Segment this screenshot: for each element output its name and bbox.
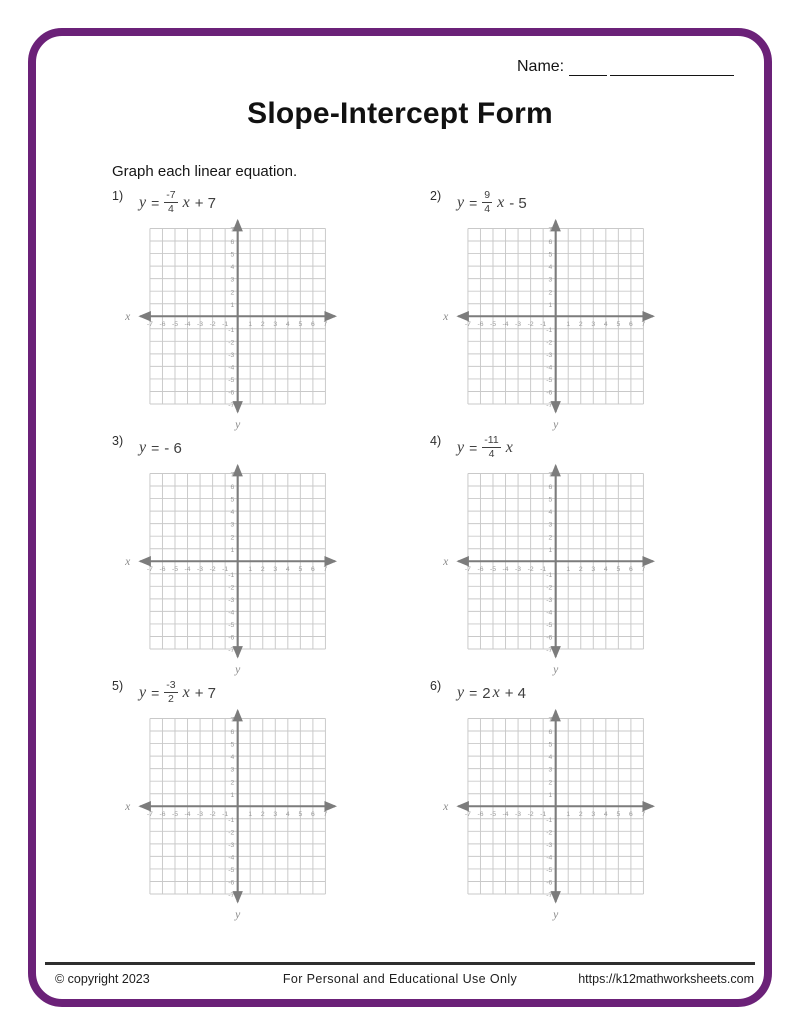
y-tick-label: 4 — [548, 264, 553, 272]
y-tick-label: 5 — [230, 741, 235, 749]
x-tick-label: -3 — [197, 810, 204, 818]
equation — [457, 190, 527, 215]
x-tick-label: -7 — [464, 320, 471, 328]
equals-sign: = — [151, 195, 160, 211]
y-tick-label: -7 — [546, 647, 553, 655]
x-tick-label: -5 — [171, 565, 179, 573]
x-tick-label: -7 — [146, 565, 153, 573]
y-tick-label: 7 — [548, 471, 553, 479]
fraction-numerator: -11 — [484, 434, 499, 447]
y-tick-label: 6 — [230, 729, 235, 737]
equation-row — [112, 436, 430, 460]
y-tick-label: -7 — [228, 892, 235, 900]
x-tick-label: 7 — [323, 565, 328, 573]
y-tick-label: 4 — [230, 264, 235, 272]
equals-sign: = — [469, 685, 478, 701]
x-tick-label: -2 — [209, 810, 216, 818]
y-tick-label: -6 — [546, 879, 553, 887]
equation-lhs: y — [139, 684, 147, 701]
equation-lhs: y — [139, 439, 147, 456]
coordinate-grid — [437, 705, 657, 921]
slope-fraction — [164, 679, 177, 704]
y-tick-label: -1 — [228, 571, 235, 579]
y-tick-label: -7 — [546, 402, 553, 410]
y-tick-label: -4 — [228, 854, 235, 862]
x-tick-label: 2 — [260, 810, 265, 818]
y-tick-label: 7 — [548, 226, 553, 234]
x-tick-label: 7 — [641, 810, 646, 818]
y-axis-label: y — [235, 908, 241, 921]
x-axis-label: x — [125, 310, 131, 324]
equation-constant: - 5 — [509, 194, 527, 212]
y-tick-label: 6 — [548, 239, 553, 247]
equation-variable: x — [497, 194, 505, 211]
problem-number: 1) — [112, 189, 124, 203]
fraction-denominator: 4 — [488, 447, 495, 460]
x-tick-label: -6 — [477, 810, 484, 818]
y-tick-label: 4 — [548, 754, 553, 762]
x-tick-label: 1 — [248, 320, 253, 328]
x-tick-label: -3 — [515, 320, 522, 328]
x-tick-label: -7 — [146, 810, 153, 818]
y-tick-label: 5 — [230, 496, 235, 504]
x-tick-label: 5 — [616, 810, 621, 818]
coordinate-grid — [437, 215, 657, 431]
y-tick-label: -5 — [228, 867, 235, 875]
coordinate-grid — [119, 460, 339, 676]
equals-sign: = — [469, 440, 478, 456]
x-tick-label: -3 — [197, 565, 204, 573]
y-tick-label: -5 — [546, 622, 553, 630]
equation-lhs: y — [139, 194, 147, 211]
problem — [430, 191, 748, 436]
y-tick-label: 5 — [548, 251, 553, 259]
problem-number: 5) — [112, 679, 124, 693]
y-tick-label: -3 — [228, 351, 235, 359]
equation-lhs: y — [457, 684, 465, 701]
y-tick-label: -4 — [546, 854, 553, 862]
x-tick-label: -7 — [464, 810, 471, 818]
problem — [430, 681, 748, 926]
x-tick-label: -1 — [540, 320, 547, 328]
equation-row — [112, 681, 430, 705]
x-tick-label: -5 — [489, 320, 497, 328]
y-tick-label: -2 — [228, 584, 235, 592]
y-tick-label: -1 — [546, 816, 553, 824]
y-tick-label: -2 — [228, 339, 235, 347]
name-label: Name: — [517, 58, 565, 75]
x-tick-label: 4 — [285, 565, 290, 573]
coordinate-grid — [119, 215, 339, 431]
slope-fraction — [482, 189, 492, 214]
x-tick-label: -1 — [222, 810, 229, 818]
problem — [112, 681, 430, 926]
problem-number: 2) — [430, 189, 442, 203]
equation-constant: + 7 — [194, 684, 217, 702]
x-tick-label: -4 — [502, 810, 509, 818]
y-axis-label: y — [235, 663, 241, 676]
y-tick-label: 6 — [230, 484, 235, 492]
x-tick-label: 5 — [616, 565, 621, 573]
x-tick-label: 7 — [641, 320, 646, 328]
footer-copyright: © copyright 2023 — [55, 972, 150, 986]
x-tick-label: -6 — [477, 320, 484, 328]
footer-url[interactable]: https://k12mathworksheets.com — [578, 972, 754, 986]
equation-variable: x — [182, 194, 190, 211]
y-tick-label: 3 — [230, 276, 235, 284]
y-tick-label: -4 — [228, 364, 235, 372]
name-blank-line — [610, 60, 734, 76]
x-tick-label: 7 — [641, 565, 646, 573]
equals-sign: = — [469, 195, 478, 211]
y-tick-label: 1 — [548, 546, 553, 554]
fraction-numerator: -7 — [166, 189, 176, 202]
y-tick-label: -1 — [228, 816, 235, 824]
x-tick-label: -4 — [184, 810, 191, 818]
x-tick-label: -7 — [464, 565, 471, 573]
equation-lhs: y — [457, 194, 465, 211]
y-tick-label: -1 — [228, 326, 235, 334]
y-tick-label: 1 — [230, 546, 235, 554]
problem — [112, 191, 430, 436]
x-tick-label: 1 — [566, 565, 571, 573]
x-tick-label: 6 — [311, 565, 315, 573]
footer-usage: For Personal and Educational Use Only — [282, 972, 518, 986]
x-tick-label: -3 — [515, 810, 522, 818]
y-axis-label: y — [235, 418, 241, 431]
equation-row — [430, 436, 748, 460]
y-tick-label: -1 — [546, 326, 553, 334]
x-tick-label: -6 — [159, 320, 166, 328]
y-tick-label: 2 — [548, 779, 553, 787]
x-tick-label: 4 — [285, 810, 290, 818]
y-axis-label: y — [553, 418, 559, 431]
y-tick-label: 2 — [548, 534, 553, 542]
y-tick-label: -3 — [546, 596, 553, 604]
x-tick-label: -4 — [184, 565, 191, 573]
y-tick-label: 1 — [230, 791, 235, 799]
y-tick-label: -3 — [546, 351, 553, 359]
fraction-numerator: -3 — [166, 679, 176, 692]
y-tick-label: -3 — [228, 841, 235, 849]
y-tick-label: -6 — [546, 634, 553, 642]
equals-sign: = — [151, 440, 160, 456]
y-tick-label: 3 — [548, 521, 553, 529]
y-tick-label: -7 — [228, 402, 235, 410]
problems-grid — [112, 191, 748, 926]
y-tick-label: 5 — [548, 496, 553, 504]
x-tick-label: 1 — [566, 810, 571, 818]
fraction-denominator: 4 — [168, 202, 174, 215]
y-tick-label: -6 — [228, 389, 235, 397]
y-tick-label: 4 — [230, 509, 235, 517]
y-tick-label: 3 — [548, 276, 553, 284]
x-tick-label: -6 — [159, 810, 166, 818]
x-tick-label: -4 — [502, 565, 509, 573]
y-tick-label: 7 — [230, 226, 235, 234]
equation — [139, 190, 216, 215]
fraction-denominator: 2 — [168, 692, 174, 705]
y-tick-label: -6 — [546, 389, 553, 397]
y-tick-label: 6 — [230, 239, 235, 247]
page-title: Slope-Intercept Form — [247, 97, 553, 130]
x-tick-label: 2 — [578, 565, 583, 573]
x-tick-label: 6 — [311, 810, 315, 818]
y-tick-label: -6 — [228, 634, 235, 642]
y-tick-label: -3 — [228, 596, 235, 604]
x-tick-label: 3 — [591, 565, 596, 573]
x-tick-label: -2 — [209, 565, 216, 573]
y-tick-label: 4 — [548, 509, 553, 517]
y-axis-label: y — [553, 908, 559, 921]
x-tick-label: -3 — [197, 320, 204, 328]
y-axis-label: y — [553, 663, 559, 676]
equation-variable: x — [182, 684, 190, 701]
y-tick-label: -5 — [546, 377, 553, 385]
x-tick-label: 5 — [298, 320, 303, 328]
y-tick-label: 5 — [230, 251, 235, 259]
x-tick-label: 7 — [323, 810, 328, 818]
y-tick-label: 1 — [548, 791, 553, 799]
y-tick-label: 5 — [548, 741, 553, 749]
y-tick-label: -2 — [546, 829, 553, 837]
x-tick-label: 3 — [273, 565, 278, 573]
y-tick-label: -6 — [228, 879, 235, 887]
slope-fraction — [164, 189, 177, 214]
x-tick-label: -2 — [527, 565, 534, 573]
equals-sign: = — [151, 685, 160, 701]
slope-coefficient: 2 — [482, 684, 491, 702]
equation-constant: - 6 — [164, 439, 182, 457]
x-tick-label: 2 — [578, 320, 583, 328]
x-tick-label: 4 — [603, 565, 608, 573]
x-tick-label: -2 — [527, 810, 534, 818]
coordinate-grid — [119, 705, 339, 921]
x-tick-label: 7 — [323, 320, 328, 328]
problem-number: 4) — [430, 434, 442, 448]
y-tick-label: -2 — [228, 829, 235, 837]
y-tick-label: -2 — [546, 584, 553, 592]
x-tick-label: 3 — [591, 320, 596, 328]
y-tick-label: -5 — [228, 622, 235, 630]
x-tick-label: 5 — [616, 320, 621, 328]
equation-variable: x — [492, 684, 500, 701]
equation-row — [430, 681, 748, 705]
x-tick-label: 2 — [260, 320, 265, 328]
equation — [139, 680, 216, 705]
equation — [457, 684, 526, 702]
y-tick-label: -5 — [228, 377, 235, 385]
x-tick-label: 4 — [285, 320, 290, 328]
y-tick-label: 3 — [548, 766, 553, 774]
y-tick-label: 1 — [548, 301, 553, 309]
x-tick-label: 1 — [248, 565, 253, 573]
x-axis-label: x — [125, 555, 131, 569]
y-tick-label: 2 — [230, 289, 235, 297]
x-tick-label: 3 — [591, 810, 596, 818]
x-tick-label: 6 — [629, 810, 633, 818]
x-tick-label: -4 — [502, 320, 509, 328]
x-tick-label: -6 — [159, 565, 166, 573]
y-tick-label: -2 — [546, 339, 553, 347]
equation — [457, 435, 513, 460]
x-tick-label: -1 — [222, 320, 229, 328]
y-tick-label: -4 — [228, 609, 235, 617]
fraction-denominator: 4 — [484, 202, 491, 215]
y-tick-label: 6 — [548, 729, 553, 737]
problem — [112, 436, 430, 681]
x-axis-label: x — [443, 800, 449, 814]
x-tick-label: -1 — [222, 565, 229, 573]
x-tick-label: 5 — [298, 565, 303, 573]
x-tick-label: -7 — [146, 320, 153, 328]
problem — [430, 436, 748, 681]
x-tick-label: 1 — [566, 320, 571, 328]
x-tick-label: 3 — [273, 320, 278, 328]
x-tick-label: 5 — [298, 810, 303, 818]
x-axis-label: x — [443, 555, 449, 569]
y-tick-label: 7 — [230, 716, 235, 724]
y-tick-label: -7 — [228, 647, 235, 655]
x-axis-label: x — [443, 310, 449, 324]
y-tick-label: 6 — [548, 484, 553, 492]
y-tick-label: -1 — [546, 571, 553, 579]
x-tick-label: 2 — [578, 810, 583, 818]
instruction-text: Graph each linear equation. — [112, 163, 298, 180]
fraction-numerator: 9 — [484, 189, 491, 202]
x-tick-label: -5 — [489, 565, 497, 573]
problem-number: 3) — [112, 434, 124, 448]
x-tick-label: 4 — [603, 320, 608, 328]
x-tick-label: -5 — [171, 320, 179, 328]
footer-divider — [45, 962, 755, 965]
equation-variable: x — [505, 439, 513, 456]
y-tick-label: -7 — [546, 892, 553, 900]
x-tick-label: -3 — [515, 565, 522, 573]
y-tick-label: 2 — [230, 534, 235, 542]
equation-constant: + 4 — [504, 684, 527, 702]
name-blank-line — [569, 60, 607, 76]
coordinate-grid — [437, 460, 657, 676]
y-tick-label: -5 — [546, 867, 553, 875]
y-tick-label: -4 — [546, 364, 553, 372]
y-tick-label: -4 — [546, 609, 553, 617]
x-tick-label: -1 — [540, 565, 547, 573]
x-tick-label: 2 — [260, 565, 265, 573]
slope-fraction — [482, 434, 500, 459]
x-tick-label: -5 — [171, 810, 179, 818]
x-tick-label: 6 — [311, 320, 315, 328]
y-tick-label: 7 — [230, 471, 235, 479]
equation-lhs: y — [457, 439, 465, 456]
y-tick-label: 4 — [230, 754, 235, 762]
x-axis-label: x — [125, 800, 131, 814]
x-tick-label: -5 — [489, 810, 497, 818]
y-tick-label: 1 — [230, 301, 235, 309]
y-tick-label: 7 — [548, 716, 553, 724]
x-tick-label: 4 — [603, 810, 608, 818]
y-tick-label: 3 — [230, 521, 235, 529]
x-tick-label: 6 — [629, 320, 633, 328]
equation — [139, 439, 182, 457]
equation-row — [112, 191, 430, 215]
x-tick-label: -4 — [184, 320, 191, 328]
equation-row — [430, 191, 748, 215]
name-row — [517, 58, 734, 76]
x-tick-label: -6 — [477, 565, 484, 573]
x-tick-label: 1 — [248, 810, 253, 818]
y-tick-label: -3 — [546, 841, 553, 849]
x-tick-label: -1 — [540, 810, 547, 818]
x-tick-label: 3 — [273, 810, 278, 818]
equation-constant: + 7 — [194, 194, 217, 212]
y-tick-label: 2 — [548, 289, 553, 297]
y-tick-label: 2 — [230, 779, 235, 787]
x-tick-label: -2 — [209, 320, 216, 328]
problem-number: 6) — [430, 679, 442, 693]
x-tick-label: -2 — [527, 320, 534, 328]
x-tick-label: 6 — [629, 565, 633, 573]
y-tick-label: 3 — [230, 766, 235, 774]
